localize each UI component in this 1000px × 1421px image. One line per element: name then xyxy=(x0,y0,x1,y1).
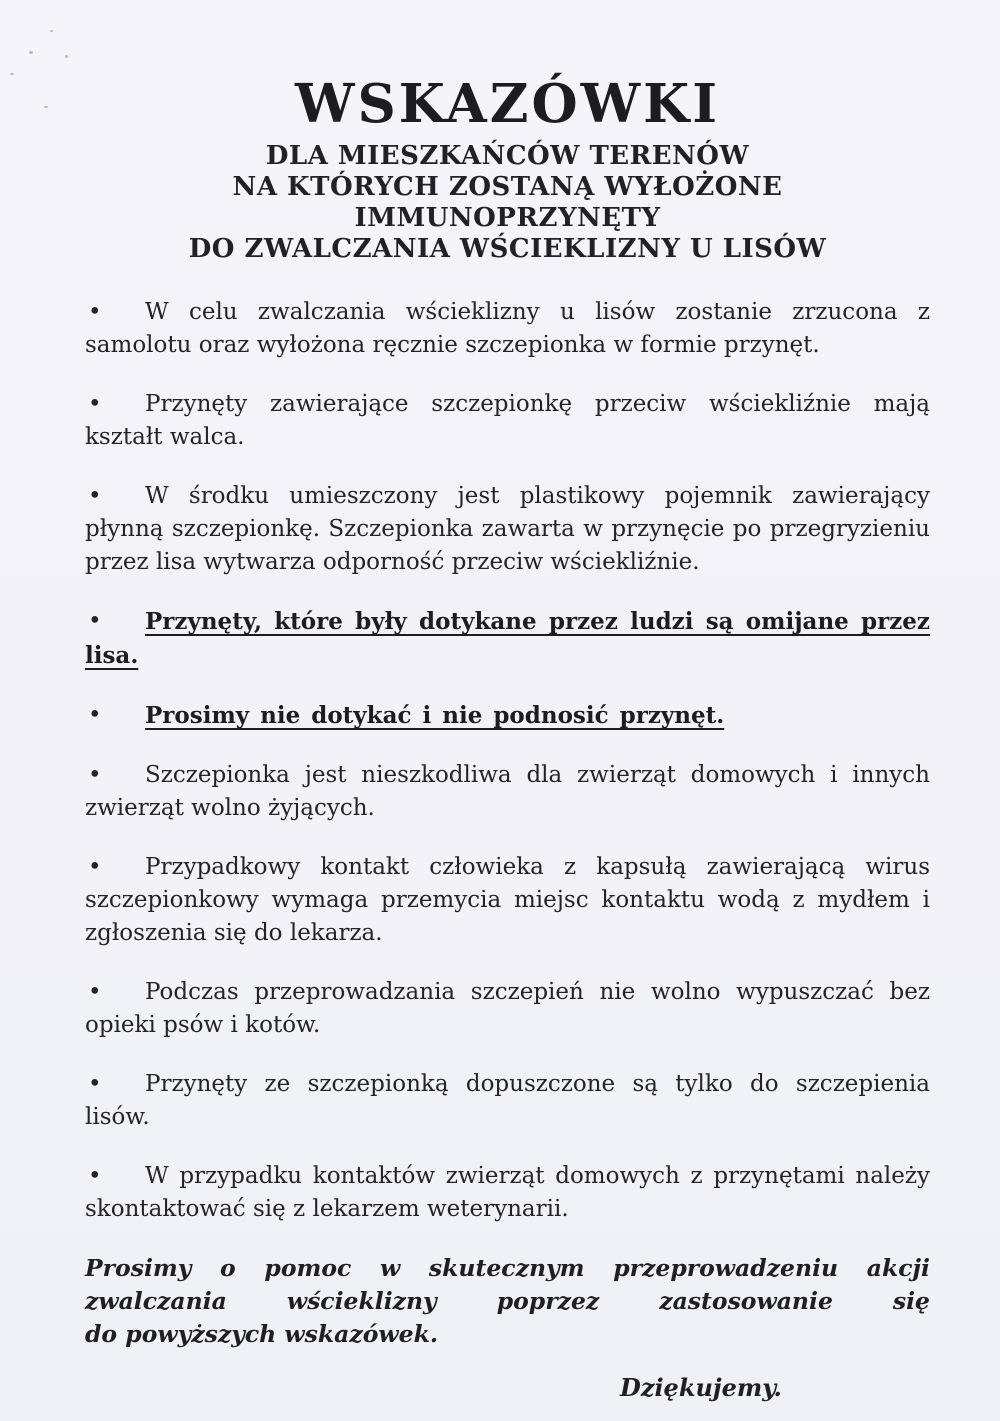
title-block xyxy=(85,74,930,265)
closing-line: Prosimy o pomoc w skutecznym przeprowadzeniu akcji xyxy=(85,1254,930,1282)
list-item xyxy=(85,296,930,362)
list-item xyxy=(85,480,930,579)
bullet-icon: • xyxy=(88,483,102,509)
subtitle-line: DLA MIESZKAŃCÓW TERENÓW xyxy=(265,141,750,171)
bullet-icon: • xyxy=(88,1071,102,1097)
bullet-icon: • xyxy=(88,299,102,325)
closing-line: zwalczania wścieklizny poprzez zastosowanie się xyxy=(85,1287,930,1315)
bullet-text: W celu zwalczania wścieklizny u lisów zostanie zrzucona z samolotu oraz wyłożona ręcznie szczepionka w formie przynęt. xyxy=(85,299,930,358)
closing-line: do powyższych wskazówek. xyxy=(85,1320,439,1348)
bullet-icon: • xyxy=(88,608,102,634)
scan-speck xyxy=(65,55,68,58)
list-item xyxy=(85,605,930,673)
subtitle-line: NA KTÓRYCH ZOSTANĄ WYŁOŻONE IMMUNOPRZYNĘTY xyxy=(232,172,783,233)
bullet-icon: • xyxy=(88,854,102,880)
bullet-text: W środku umieszczony jest plastikowy pojemnik zawierający płynną szczepionkę. Szczepionka zawarta w przynęcie po przegryzieniu przez lisa wytwarza odporność przeciw wściekliźnie. xyxy=(85,483,930,575)
scan-speck xyxy=(10,73,14,75)
list-item xyxy=(85,759,930,825)
bullet-text: Przynęty ze szczepionką dopuszczone są tylko do szczepienia lisów. xyxy=(85,1071,930,1130)
bullet-text: Przynęty, które były dotykane przez ludzi są omijane przez lisa. xyxy=(85,608,930,669)
bullet-text: Przynęty zawierające szczepionkę przeciw wściekliźnie mają kształt walca. xyxy=(85,391,930,450)
list-item xyxy=(85,1068,930,1134)
list-item xyxy=(85,1160,930,1226)
bullet-list xyxy=(85,296,930,1226)
thanks-text: Dziękujemy. xyxy=(620,1373,782,1402)
scan-speck xyxy=(29,51,33,54)
bullet-text: Podczas przeprowadzania szczepień nie wolno wypuszczać bez opieki psów i kotów. xyxy=(85,979,930,1038)
list-item xyxy=(85,699,930,733)
bullet-text: W przypadku kontaktów zwierząt domowych z przynętami należy skontaktować się z lekarzem weterynarii. xyxy=(85,1163,930,1222)
document-title: WSKAZÓWKI xyxy=(294,73,721,135)
list-item xyxy=(85,976,930,1042)
subtitle-line: DO ZWALCZANIA WŚCIEKLIZNY U LISÓW xyxy=(188,234,827,264)
bullet-icon: • xyxy=(88,979,102,1005)
bullet-icon: • xyxy=(88,391,102,417)
bullet-text: Prosimy nie dotykać i nie podnosić przynęt. xyxy=(145,702,725,729)
scan-speck xyxy=(50,30,53,32)
list-item xyxy=(85,388,930,454)
scan-speck xyxy=(44,106,48,108)
bullet-icon: • xyxy=(88,702,102,728)
list-item xyxy=(85,851,930,950)
bullet-icon: • xyxy=(88,1163,102,1189)
bullet-icon: • xyxy=(88,762,102,788)
bullet-text: Szczepionka jest nieszkodliwa dla zwierząt domowych i innych zwierząt wolno żyjących. xyxy=(85,762,930,821)
bullet-text: Przypadkowy kontakt człowieka z kapsułą zawierającą wirus szczepionkowy wymaga przemycia miejsc kontaktu wodą z mydłem i zgłoszenia się do lekarza. xyxy=(85,854,930,946)
closing-paragraph xyxy=(85,1252,930,1351)
